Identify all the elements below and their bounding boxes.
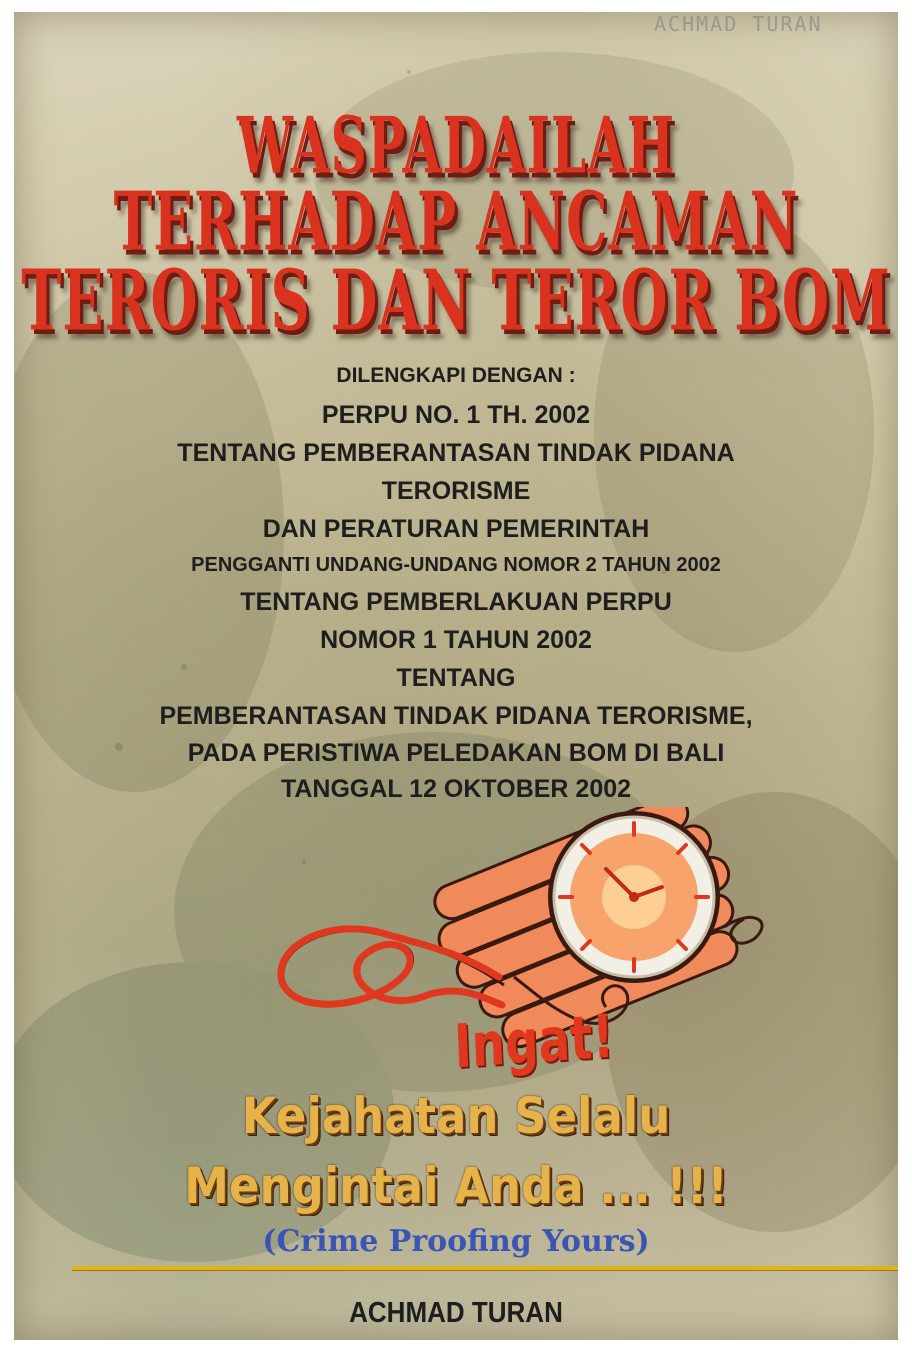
subtitle-line: NOMOR 1 TAHUN 2002: [320, 626, 592, 654]
subtitle-line: DAN PERATURAN PEMERINTAH: [262, 515, 650, 543]
subtitle-line: TENTANG PEMBERANTASAN TINDAK PIDANA: [177, 439, 735, 467]
book-cover: [14, 12, 898, 1340]
subtitle-line: TERORISME: [381, 477, 531, 505]
subtitle-line: PADA PERISTIWA PELEDAKAN BOM DI BALI: [187, 739, 725, 767]
title-line: WASPADAILAH: [236, 99, 676, 192]
title-line: TERORIS DAN TEROR BOM: [21, 250, 891, 350]
author-name: ACHMAD TURAN: [349, 1295, 563, 1329]
subtitle-line: PENGGANTI UNDANG-UNDANG NOMOR 2 TAHUN 2002: [191, 554, 721, 576]
slogan-line: Kejahatan Selalu: [241, 1087, 671, 1145]
subtitle-line: TENTANG: [396, 664, 516, 692]
slogan-subtitle: (Crime Proofing Yours): [262, 1224, 650, 1259]
title-line: TERHADAP ANCAMAN: [113, 175, 799, 270]
subtitle-line: PEMBERANTASAN TINDAK PIDANA TERORISME,: [159, 702, 753, 730]
subtitle-line: TENTANG PEMBERLAKUAN PERPU: [240, 588, 672, 616]
subtitle-line: PERPU NO. 1 TH. 2002: [321, 401, 591, 429]
divider-rule: [72, 1266, 898, 1270]
owner-stamp: ACHMAD TURAN: [654, 12, 823, 36]
slogan-line: Mengintai Anda ... !!!: [184, 1157, 728, 1215]
slogan-ingat: Ingat!: [452, 1001, 616, 1083]
subtitle-line: DILENGKAPI DENGAN :: [336, 364, 576, 387]
subtitle-line: TANGGAL 12 OKTOBER 2002: [280, 775, 632, 803]
